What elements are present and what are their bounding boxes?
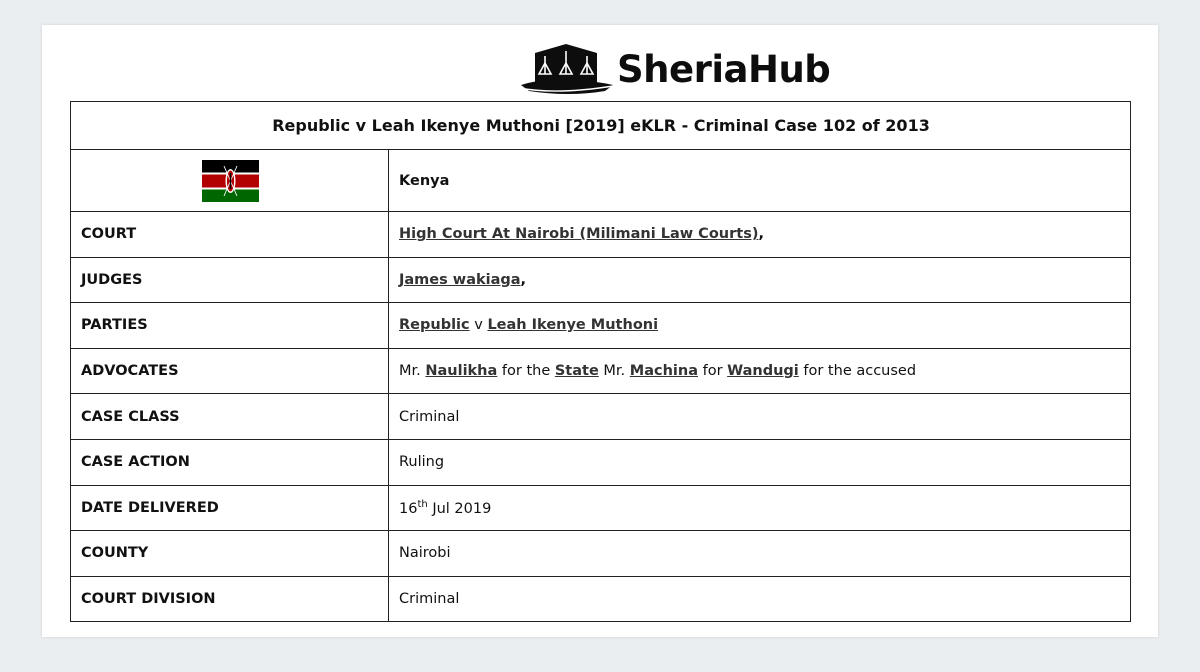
brand-name: SheriaHub [617, 47, 831, 91]
date-delivered-value [389, 485, 1131, 531]
case-class-label: CASE CLASS [71, 394, 389, 440]
judges-comma: , [520, 271, 527, 288]
judge-link[interactable]: James wakiaga [399, 271, 521, 288]
judges-label: JUDGES [71, 257, 389, 303]
case-action-value: Ruling [389, 439, 1131, 485]
parties-label: PARTIES [71, 303, 389, 349]
date-day: 16 [399, 500, 418, 517]
case-card [42, 25, 1158, 637]
sheriahub-logo[interactable] [517, 43, 830, 95]
case-title: Republic v Leah Ikenye Muthoni [2019] eKLR - Criminal Case 102 of 2013 [71, 102, 1131, 150]
parties-separator: v [474, 317, 483, 334]
kenya-flag-icon [202, 160, 259, 202]
date-rest: Jul 2019 [432, 500, 492, 517]
advocate-link-machina[interactable]: Machina [629, 363, 698, 380]
date-ordinal: th [417, 498, 428, 510]
advocates-text: for the accused [803, 363, 917, 380]
party-link-2[interactable]: Leah Ikenye Muthoni [487, 317, 659, 334]
court-division-label: COURT DIVISION [71, 576, 389, 622]
advocates-text: for [702, 363, 723, 380]
case-details-table [70, 101, 1131, 622]
advocates-label: ADVOCATES [71, 348, 389, 394]
advocates-text: Mr. [603, 363, 626, 380]
county-value: Nairobi [389, 531, 1131, 577]
court-label: COURT [71, 212, 389, 258]
advocate-link-state[interactable]: State [554, 363, 599, 380]
advocates-text: Mr. [399, 363, 421, 380]
advocate-link-naulikha[interactable]: Naulikha [425, 363, 498, 380]
case-action-label: CASE ACTION [71, 439, 389, 485]
date-delivered-label: DATE DELIVERED [71, 485, 389, 531]
country-name: Kenya [389, 150, 1131, 212]
scales-ship-icon [517, 43, 615, 95]
court-link[interactable]: High Court At Nairobi (Milimani Law Courts) [399, 226, 759, 243]
advocates-text: for the [501, 363, 551, 380]
case-class-value: Criminal [389, 394, 1131, 440]
court-comma: , [758, 226, 764, 243]
court-division-value: Criminal [389, 576, 1131, 622]
county-label: COUNTY [71, 531, 389, 577]
advocate-link-wandugi[interactable]: Wandugi [727, 363, 799, 380]
party-link-1[interactable]: Republic [399, 317, 470, 334]
